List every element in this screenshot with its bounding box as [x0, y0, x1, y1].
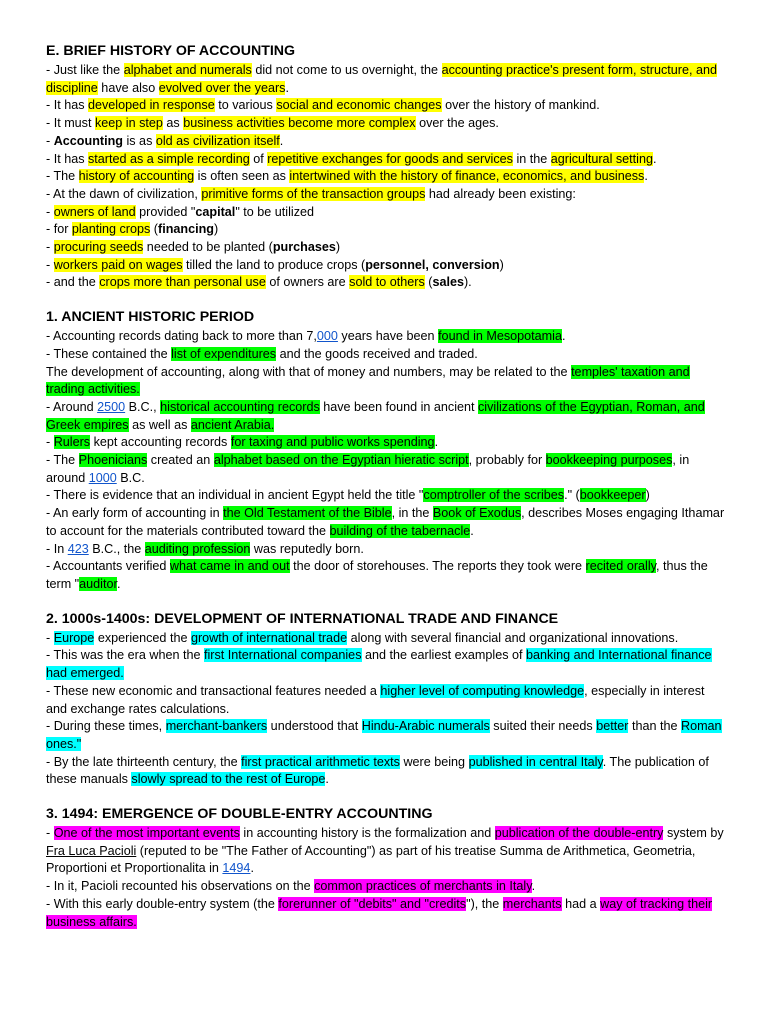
text-run: needed to be planted ( — [143, 240, 273, 255]
paragraph-line — [46, 151, 728, 169]
text-run: had a — [561, 896, 601, 911]
text-run: . — [250, 861, 254, 876]
text-run: along with several financial and organizational innovations. — [347, 630, 679, 645]
highlight-green: auditing profession — [144, 541, 251, 556]
text-run: - By the late thirteenth century, the — [46, 754, 242, 769]
highlight-cyan: banking and International finance had emerged. — [46, 648, 712, 681]
text-run: ). — [463, 275, 472, 290]
section-spacer — [46, 292, 728, 308]
highlight-cyan: published in central Italy — [468, 754, 603, 769]
highlight-green: the Old Testament of the Bible — [223, 506, 392, 521]
highlight-green: alphabet based on the Egyptian hieratic script — [213, 453, 469, 468]
text-run: - There is evidence that an individual in ancient Egypt held the title " — [46, 488, 424, 503]
highlight-green: Rulers — [53, 435, 91, 450]
paragraph-line — [46, 896, 728, 931]
text-run: ) — [645, 488, 650, 503]
text-run: system by — [663, 826, 724, 841]
highlight-green: comptroller of the scribes — [423, 488, 565, 503]
bold-text: purchases — [272, 240, 336, 255]
text-run: ) — [214, 222, 219, 237]
paragraph-line — [46, 754, 728, 789]
highlight-yellow: crops more than personal use — [99, 275, 266, 290]
text-run: tilled the land to produce crops ( — [182, 257, 366, 272]
highlight-green: for taxing and public works spending — [230, 435, 435, 450]
text-run: . — [325, 772, 329, 787]
section-1 — [46, 42, 728, 292]
paragraph-line — [46, 328, 728, 346]
highlight-magenta: One of the most important events — [53, 826, 240, 841]
text-run: as well as — [128, 417, 191, 432]
text-run: of owners are — [265, 275, 350, 290]
text-run: . — [561, 329, 566, 344]
text-run: to various — [214, 98, 277, 113]
highlight-yellow: owners of land — [53, 204, 136, 219]
number-link[interactable]: 1000 — [88, 470, 117, 485]
text-run: . — [279, 133, 284, 148]
text-run: . — [652, 151, 657, 166]
text-run: - The — [46, 169, 79, 184]
paragraph-line — [46, 399, 728, 434]
paragraph-line — [46, 168, 728, 186]
text-run: ( — [424, 275, 433, 290]
text-run: " to be utilized — [235, 204, 314, 219]
highlight-cyan: first International companies — [203, 648, 362, 663]
text-run: - — [46, 240, 54, 255]
highlight-green: found in Mesopotamia — [438, 329, 562, 344]
number-link[interactable]: 000 — [316, 329, 338, 344]
text-run: - It has — [46, 151, 88, 166]
text-run: ) — [335, 240, 341, 255]
section-spacer — [46, 789, 728, 805]
text-run: - Accountants verified — [46, 559, 170, 574]
paragraph-line — [46, 647, 728, 682]
text-run: - During these times, — [46, 719, 166, 734]
highlight-yellow: history of accounting — [78, 169, 195, 184]
paragraph-line — [46, 487, 728, 505]
text-run: did not come to us overnight, the — [251, 63, 442, 77]
text-run: years have been — [337, 329, 439, 344]
paragraph-line — [46, 186, 728, 204]
text-run: - These new economic and transactional features needed a — [46, 683, 381, 698]
paragraph-line — [46, 62, 728, 97]
section-heading: 3. 1494: EMERGENCE OF DOUBLE-ENTRY ACCOUNTING — [46, 806, 433, 823]
highlight-yellow: social and economic changes — [276, 98, 442, 113]
text-run: over the ages. — [415, 116, 499, 131]
paragraph-line — [46, 434, 728, 452]
highlight-green: bookkeeping purposes — [545, 453, 673, 468]
paragraph-line — [46, 221, 728, 239]
text-run: , thus the term " — [46, 559, 708, 591]
text-run: provided " — [135, 204, 196, 219]
highlight-green: auditor — [79, 576, 117, 591]
highlight-cyan: Europe — [53, 630, 95, 645]
bold-text: personnel, conversion — [365, 257, 500, 272]
text-run: - This was the era when the — [46, 648, 204, 663]
number-link[interactable]: 423 — [67, 541, 89, 556]
paragraph-line — [46, 239, 728, 257]
section-heading: E. BRIEF HISTORY OF ACCOUNTING — [46, 43, 296, 59]
text-run: - Accounting records dating back to more than 7, — [46, 329, 317, 344]
highlight-green: what came in and out — [169, 559, 290, 574]
text-run: over the history of mankind. — [441, 98, 600, 113]
paragraph-line — [46, 541, 728, 559]
text-run: had already been existing: — [425, 186, 576, 201]
text-run: B.C., — [125, 399, 161, 414]
highlight-cyan: merchant-bankers — [165, 719, 268, 734]
text-run: have also — [97, 80, 159, 95]
text-run: - In — [46, 541, 68, 556]
paragraph-line — [46, 115, 728, 133]
paragraph-line — [46, 683, 728, 718]
text-run: - — [46, 826, 54, 841]
paragraph-line — [46, 558, 728, 593]
highlight-magenta: common practices of merchants in Italy — [314, 879, 532, 894]
paragraph-line — [46, 630, 728, 648]
text-run: the door of storehouses. The reports they took were — [289, 559, 586, 574]
section-3 — [46, 610, 728, 789]
highlight-green: temples' taxation and trading activities. — [46, 364, 690, 397]
highlight-magenta: publication of the double-entry — [494, 826, 664, 841]
text-run: - These contained the — [46, 346, 172, 361]
text-run: - An early form of accounting in — [46, 506, 224, 521]
paragraph-line — [46, 825, 728, 878]
text-run: . — [470, 523, 474, 538]
highlight-yellow: developed in response — [88, 98, 215, 113]
text-run: and the goods received and traded. — [276, 346, 478, 361]
highlight-green: recited orally — [585, 559, 656, 574]
document-body — [46, 42, 728, 931]
section-2 — [46, 308, 728, 594]
text-run: , in the — [391, 506, 433, 521]
highlight-yellow: old as civilization itself — [155, 133, 280, 148]
bold-text: sales — [432, 275, 464, 290]
number-link[interactable]: 2500 — [97, 399, 126, 414]
text-run: - Around — [46, 399, 98, 414]
highlight-cyan: Roman ones." — [46, 719, 722, 751]
text-run: in accounting history is the formalization and — [239, 826, 495, 841]
text-run: is often seen as — [194, 169, 290, 184]
highlight-green: historical accounting records — [160, 399, 320, 414]
text-run: - The — [46, 453, 79, 468]
text-run: - — [46, 257, 54, 272]
highlight-yellow: repetitive exchanges for goods and services — [267, 151, 513, 166]
highlight-magenta: forerunner of "debits" and "credits — [278, 896, 467, 911]
text-run: , describes Moses engaging Ithamar to account for the materials contributed toward the — [46, 506, 725, 538]
text-run: (reputed to be "The Father of Accounting") as part of his treatise Summa de Arithmetica, Geometria, Proportioni et Proportionalita in — [46, 843, 696, 876]
highlight-green: ancient Arabia. — [190, 417, 275, 432]
paragraph-line — [46, 346, 728, 364]
text-run: - With this early double-entry system (the — [46, 896, 279, 911]
text-run: - — [46, 435, 54, 450]
highlight-yellow: intertwined with the history of finance, economics, and business — [289, 169, 645, 184]
text-run: - At the dawn of civilization, — [46, 186, 202, 201]
paragraph-line — [46, 133, 728, 151]
highlight-green: Phoenicians — [78, 453, 148, 468]
text-run: is as — [122, 133, 156, 148]
paragraph-line — [46, 718, 728, 753]
highlight-cyan: first practical arithmetic texts — [241, 754, 400, 769]
highlight-yellow: accounting practice's present form, structure, and discipline — [46, 63, 717, 95]
highlight-green: civilizations of the Egyptian, Roman, and Greek empires — [46, 399, 705, 432]
text-run: - — [46, 630, 54, 645]
highlight-yellow: business activities become more complex — [183, 116, 416, 131]
text-run: ( — [150, 222, 159, 237]
text-run: kept accounting records — [90, 435, 231, 450]
text-run: of — [249, 151, 268, 166]
paragraph-line — [46, 452, 728, 487]
highlight-green: building of the tabernacle — [329, 523, 471, 538]
text-run: - for — [46, 222, 72, 237]
highlight-green: list of expenditures — [171, 346, 277, 361]
highlight-yellow: started as a simple recording — [88, 151, 250, 166]
paragraph-line — [46, 505, 728, 540]
text-run: have been found in ancient — [319, 399, 478, 414]
highlight-yellow: agricultural setting — [550, 151, 653, 166]
bold-text: financing — [158, 222, 214, 237]
highlight-yellow: keep in step — [94, 116, 163, 131]
text-run: B.C. — [116, 470, 145, 485]
text-run: and the earliest examples of — [361, 648, 527, 663]
paragraph-line — [46, 204, 728, 222]
text-run: - In it, Pacioli recounted his observations on the — [46, 879, 315, 894]
highlight-yellow: evolved over the years — [158, 80, 286, 95]
text-run: . — [644, 169, 648, 184]
text-run: ) — [499, 257, 504, 272]
section-heading: 1. ANCIENT HISTORIC PERIOD — [46, 309, 255, 326]
highlight-magenta: merchants — [502, 896, 562, 911]
text-run: created an — [147, 453, 214, 468]
highlight-yellow: sold to others — [349, 275, 425, 290]
text-run: was reputedly born. — [250, 541, 364, 556]
section-spacer — [46, 594, 728, 610]
section-4 — [46, 805, 728, 931]
highlight-cyan: higher level of computing knowledge — [380, 683, 585, 698]
text-run: . — [434, 435, 439, 450]
highlight-cyan: growth of international trade — [190, 630, 348, 645]
text-run: suited their needs — [489, 719, 597, 734]
highlight-yellow: planting crops — [71, 222, 151, 237]
text-run: - It must — [46, 116, 95, 131]
paragraph-line — [46, 97, 728, 115]
number-link[interactable]: 1494 — [222, 861, 251, 876]
text-run: . The publication of these manuals — [46, 754, 709, 787]
text-run: - — [46, 133, 54, 148]
text-run: . — [531, 879, 536, 894]
text-run: than the — [628, 719, 681, 734]
text-run: understood that — [267, 719, 362, 734]
text-run: . — [116, 576, 121, 591]
text-run: . — [285, 80, 289, 95]
text-run: The development of accounting, along with that of money and numbers, may be related to the — [46, 364, 572, 379]
paragraph-line — [46, 364, 728, 399]
text-run: as — [162, 116, 184, 131]
highlight-cyan: Hindu-Arabic numerals — [361, 719, 490, 734]
highlight-green: bookkeeper — [579, 488, 646, 503]
text-run: - It has — [46, 98, 88, 113]
text-run: , in around — [46, 453, 690, 485]
text-run: in the — [512, 151, 551, 166]
highlight-yellow: alphabet and numerals — [123, 63, 252, 77]
text-run: - and the — [46, 275, 100, 290]
highlight-yellow: primitive forms of the transaction groups — [201, 186, 426, 201]
highlight-cyan: better — [596, 719, 629, 734]
highlight-cyan: slowly spread to the rest of Europe — [131, 772, 326, 787]
paragraph-line — [46, 257, 728, 275]
paragraph-line — [46, 274, 728, 292]
text-run: ." ( — [564, 488, 580, 503]
section-heading: 2. 1000s-1400s: DEVELOPMENT OF INTERNATIONAL TRADE AND FINANCE — [46, 610, 559, 627]
paragraph-line — [46, 878, 728, 896]
highlight-yellow: workers paid on wages — [53, 257, 183, 272]
text-run: B.C., the — [88, 541, 145, 556]
text-run: were being — [399, 754, 469, 769]
highlight-yellow: procuring seeds — [53, 240, 144, 255]
bold-text: capital — [195, 204, 236, 219]
text-run: , probably for — [468, 453, 546, 468]
highlight-green: Book of Exodus — [432, 506, 522, 521]
text-run: - — [46, 204, 54, 219]
text-run: , especially in interest and exchange rates calculations. — [46, 683, 705, 716]
highlight-magenta: way of tracking their business affairs. — [46, 896, 713, 929]
text-run: experienced the — [94, 630, 191, 645]
underlined-text: Fra Luca Pacioli — [46, 843, 137, 858]
text-run: - Just like the — [46, 63, 124, 77]
bold-text: Accounting — [53, 133, 123, 148]
text-run: "), the — [466, 896, 503, 911]
